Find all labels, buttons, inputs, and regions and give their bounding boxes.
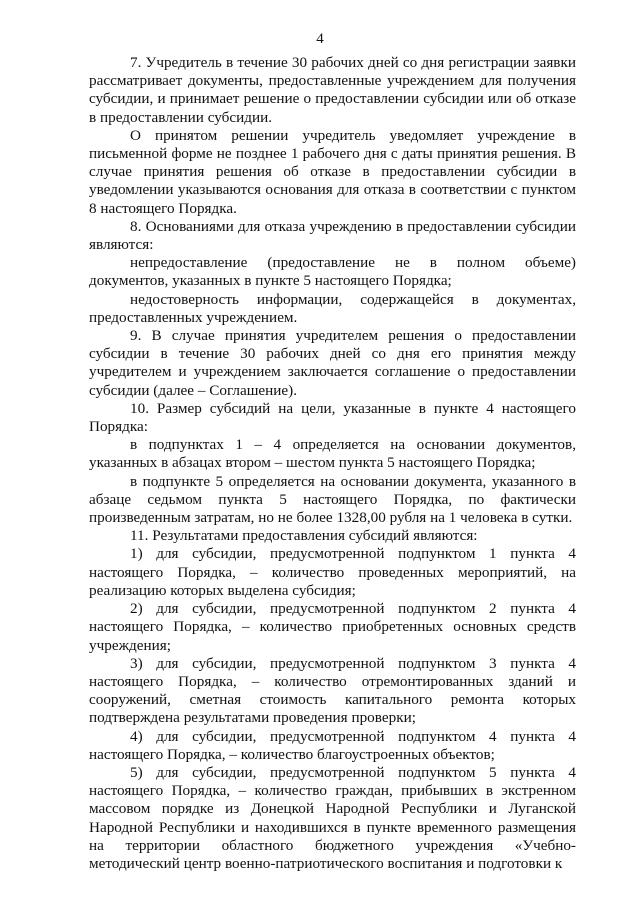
- paragraph-10-heading: 10. Размер субсидий на цели, указанные в пункте 4 настоящего Порядка:: [89, 399, 576, 436]
- paragraph-9: 9. В случае принятия учредителем решения о предоставлении субсидии в течение 30 рабочих дней со дня его принятия между учредителем и учреждением заключается соглашение о предоставлении субсидии (далее – Соглашение).: [89, 327, 576, 399]
- paragraph-7: 7. Учредитель в течение 30 рабочих дней со дня регистрации заявки рассматривает документы, предоставленные учреждением для получения субсидии, и принимает решение о предоставлении субсидии или об отказе в предоставлении субсидии.: [89, 54, 576, 126]
- paragraph-11-item-3: 3) для субсидии, предусмотренной подпунктом 3 пункта 4 настоящего Порядка, – количество отремонтированных зданий и сооружений, сметная стоимость капитального ремонта которых подтверждена результатами проведения проверки;: [89, 654, 576, 727]
- paragraph-7-notification: О принятом решении учредитель уведомляет учреждение в письменной форме не позднее 1 рабочего дня с даты принятия решения. В случае принятия решения об отказе в предоставлении субсидии в уведомлении указываются основания для отказа в соответствии с пунктом 8 настоящего Порядка.: [89, 126, 576, 217]
- paragraph-8-item-1: непредоставление (предоставление не в полном объеме) документов, указанных в пункте 5 настоящего Порядка;: [89, 254, 576, 290]
- paragraph-11-item-5: 5) для субсидии, предусмотренной подпунктом 5 пункта 4 настоящего Порядка, – количество граждан, прибывших в экстренном массовом порядке из Донецкой Народной Республики и Луганской Народной Республики и находившихся в пункте временного размещения на территории областного бюджетного учреждения «Учебно-методический центр военно-патриотического воспитания и подготовки к: [89, 763, 576, 872]
- paragraph-10-item-2: в подпункте 5 определяется на основании документа, указанного в абзаце седьмом пункта 5 настоящего Порядка, по фактически произведенным затратам, но не более 1328,00 рубля на 1 человека в сутки.: [89, 472, 576, 527]
- paragraph-8-heading: 8. Основаниями для отказа учреждению в предоставлении субсидии являются:: [89, 217, 576, 254]
- paragraph-10-item-1: в подпунктах 1 – 4 определяется на основании документов, указанных в абзацах втором – шестом пункта 5 настоящего Порядка;: [89, 436, 576, 472]
- page-number: 4: [316, 31, 324, 47]
- paragraph-11-item-4: 4) для субсидии, предусмотренной подпунктом 4 пункта 4 настоящего Порядка, – количество благоустроенных объектов;: [89, 727, 576, 763]
- paragraph-11-item-2: 2) для субсидии, предусмотренной подпунктом 2 пункта 4 настоящего Порядка, – количество приобретенных основных средств учреждения;: [89, 600, 576, 654]
- paragraph-8-item-2: недостоверность информации, содержащейся в документах, предоставленных учреждением.: [89, 290, 576, 326]
- document-body: [89, 54, 576, 873]
- paragraph-11-heading: 11. Результатами предоставления субсидий являются:: [130, 527, 478, 545]
- paragraph-11-item-1: 1) для субсидии, предусмотренной подпунктом 1 пункта 4 настоящего Порядка, – количество проведенных мероприятий, на реализацию которых выделена субсидия;: [89, 545, 576, 599]
